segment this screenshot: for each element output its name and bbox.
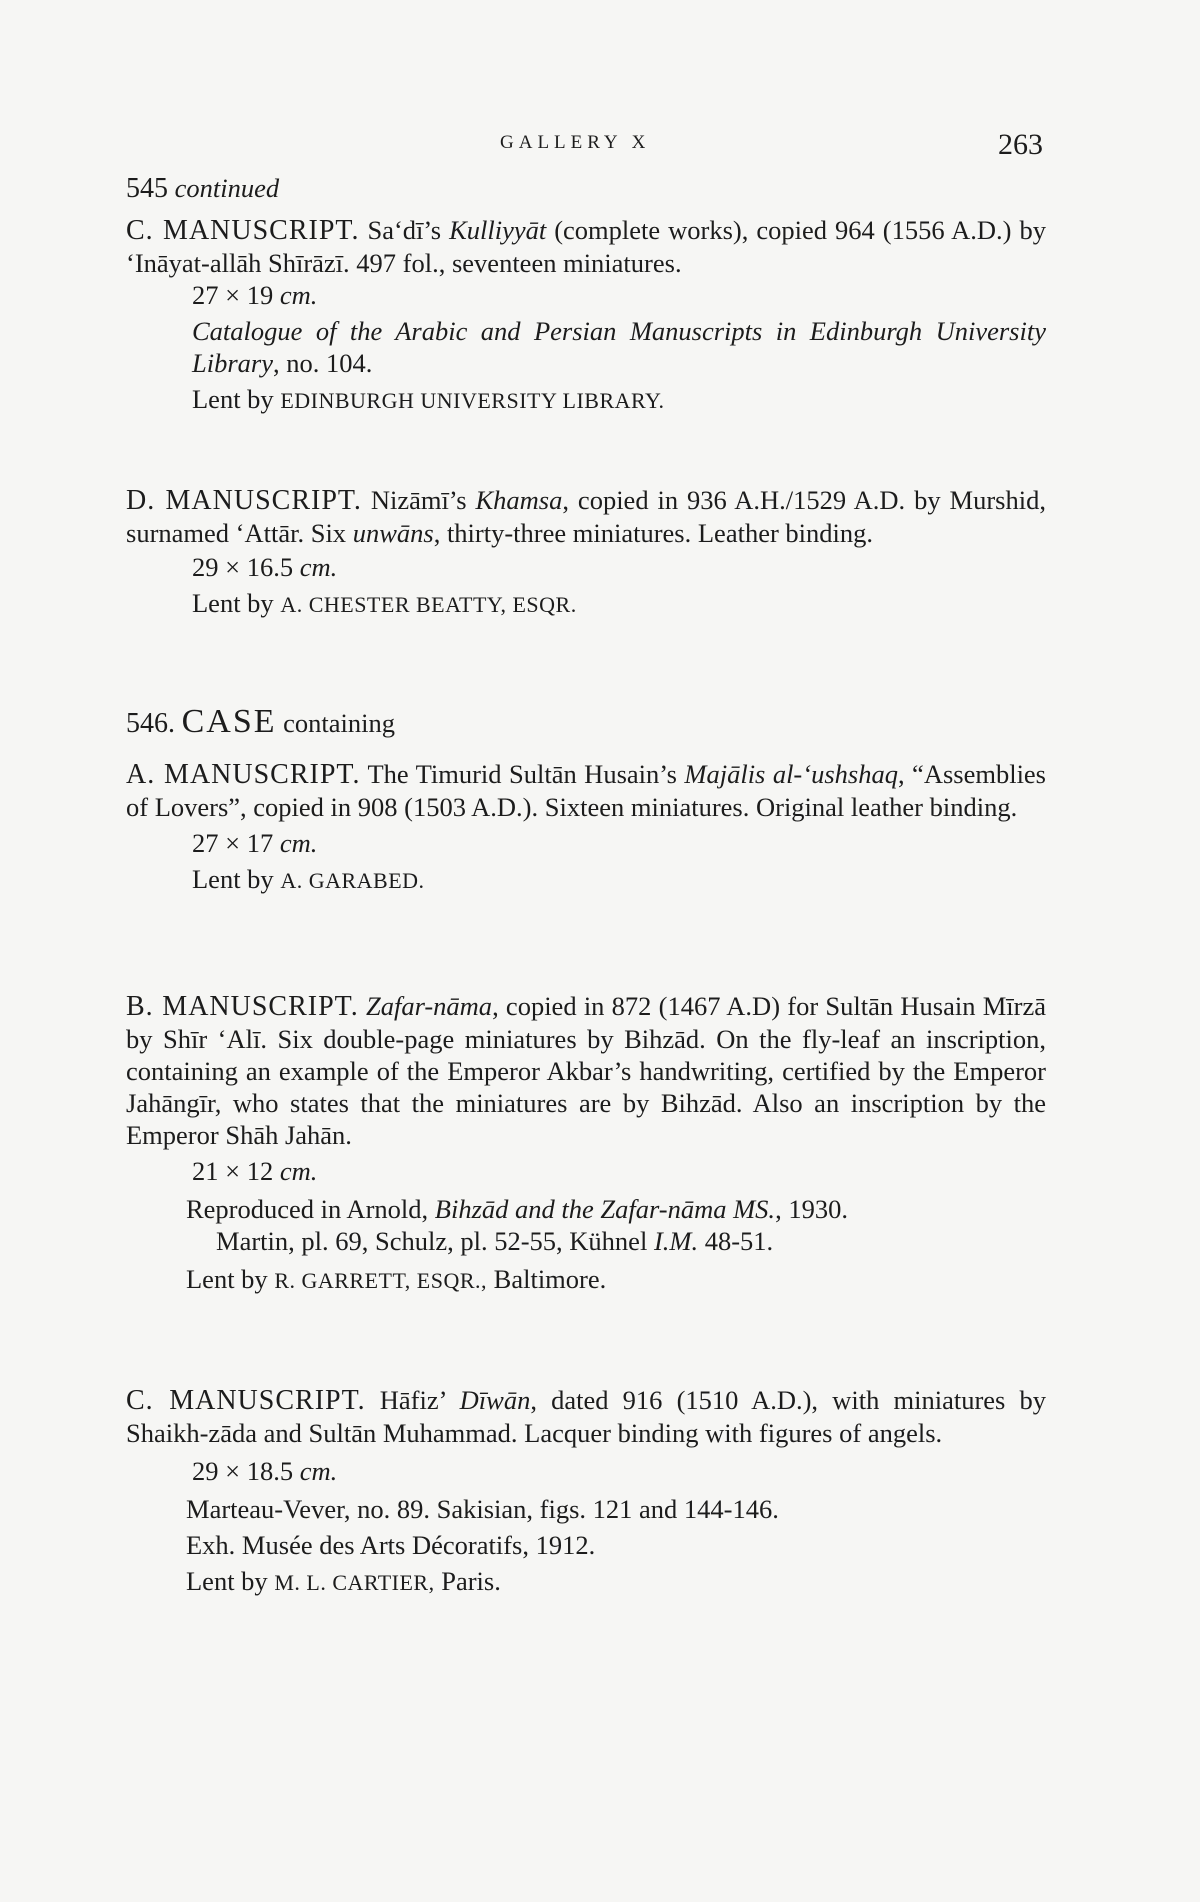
dimension-value: 29 × 16.5 bbox=[192, 552, 300, 582]
lender-line bbox=[126, 1263, 1046, 1297]
dimension-unit: cm. bbox=[279, 828, 318, 858]
reference: Exh. Musée des Arts Décoratifs, 1912. bbox=[186, 1530, 596, 1560]
running-head bbox=[0, 128, 1200, 164]
dimension-unit: cm. bbox=[279, 280, 318, 310]
entry-description bbox=[126, 214, 1046, 279]
case-containing: containing bbox=[276, 708, 396, 738]
dimensions bbox=[126, 827, 1046, 859]
lender-line bbox=[126, 1565, 1046, 1599]
dimension-unit: cm. bbox=[299, 552, 338, 582]
section-546-heading bbox=[126, 703, 1046, 740]
title-italic: Kulliyyāt bbox=[449, 215, 547, 245]
lender-line bbox=[126, 863, 1046, 897]
section-545-heading bbox=[126, 172, 1046, 205]
dimension-value: 29 × 18.5 bbox=[192, 1456, 300, 1486]
dimension-value: 27 × 19 bbox=[192, 280, 280, 310]
page-number: 263 bbox=[998, 128, 1043, 161]
lender-line bbox=[126, 383, 1046, 417]
desc-text: (complete works), copied 964 (1556 A.D.) by ‘Ināyat-allāh Shīrāzī. 497 fol., seventeen miniatures. bbox=[126, 215, 1046, 278]
title-italic: Majālis al-‘ushshaq bbox=[684, 759, 898, 789]
dimensions bbox=[126, 1455, 1046, 1487]
desc-text: , copied in 936 A.H./1529 A.D. by Murshid, surnamed ‘Attār. Six bbox=[126, 485, 1046, 548]
reference-title: Catalogue of the Arabic and Persian Manuscripts in Edinburgh University Library bbox=[192, 316, 1046, 378]
dimension-value: 27 × 17 bbox=[192, 828, 280, 858]
case-label: CASE bbox=[181, 703, 277, 740]
dimension-value: 21 × 12 bbox=[192, 1156, 280, 1186]
desc-text: Sa‘dī’s bbox=[359, 215, 450, 245]
lender-name: A. GARABED. bbox=[280, 868, 425, 893]
desc-text: Nizāmī’s bbox=[361, 485, 476, 515]
dimensions bbox=[126, 279, 1046, 311]
title-italic: Khamsa bbox=[475, 485, 563, 515]
lent-by-text: Lent by bbox=[186, 1264, 275, 1294]
entry-description bbox=[126, 758, 1046, 823]
entry-description bbox=[126, 990, 1046, 1151]
entry-545-c bbox=[126, 214, 1046, 417]
lent-by-text: Lent by bbox=[192, 588, 281, 618]
reference-title: Bihzād and the Zafar-nāma MS. bbox=[434, 1194, 776, 1224]
lender-city: Paris. bbox=[434, 1566, 501, 1596]
term-italic: unwāns bbox=[352, 518, 434, 548]
desc-text: Hāfiz’ bbox=[365, 1385, 460, 1415]
reference: Marteau-Vever, no. 89. Sakisian, figs. 121 and 144-146. bbox=[186, 1494, 779, 1524]
entry-label: A. MANUSCRIPT. bbox=[126, 759, 361, 790]
entry-label: D. MANUSCRIPT. bbox=[126, 485, 362, 516]
entry-label: B. MANUSCRIPT. bbox=[126, 991, 359, 1022]
reference-title: I.M. bbox=[653, 1226, 699, 1256]
lent-by-text: Lent by bbox=[192, 864, 281, 894]
lender-line bbox=[126, 587, 1046, 621]
section-number: 546. bbox=[126, 708, 175, 739]
dimensions bbox=[126, 1155, 1046, 1187]
reference-text: Reproduced in Arnold, bbox=[186, 1194, 435, 1224]
reference-text: , no. 104. bbox=[273, 348, 373, 378]
running-title: GALLERY X bbox=[500, 132, 651, 153]
title-italic: Zafar-nāma bbox=[358, 991, 493, 1021]
title-italic: Dīwān bbox=[459, 1385, 531, 1415]
section-number: 545 bbox=[126, 173, 168, 204]
entry-label: C. MANUSCRIPT. bbox=[126, 215, 360, 246]
lender-name: M. L. CARTIER, bbox=[274, 1570, 435, 1595]
reference bbox=[126, 315, 1046, 379]
lent-by-text: Lent by bbox=[192, 384, 281, 414]
entry-546-b bbox=[126, 990, 1046, 1297]
lender-name: A. CHESTER BEATTY, ESQR. bbox=[280, 592, 577, 617]
desc-text: , copied in 872 (1467 A.D) for Sultān Husain Mīrzā by Shīr ‘Alī. Six double-page miniatures by Bihzād. On the fly-leaf an inscription, containing an example of the Emperor Akbar’s handwriting, certified by the Emperor Jahāngīr, who states that the miniatures are by Bihzād. Also an inscription by the Emperor Shāh Jahān. bbox=[126, 991, 1046, 1150]
desc-text: , “Assemblies of Lovers”, copied in 908 (1503 A.D.). Sixteen miniatures. Original leather binding. bbox=[126, 759, 1046, 822]
lent-by-text: Lent by bbox=[186, 1566, 275, 1596]
dimensions bbox=[126, 551, 1046, 583]
desc-text: , thirty-three miniatures. Leather binding. bbox=[433, 518, 874, 548]
lender-name: EDINBURGH UNIVERSITY LIBRARY. bbox=[280, 388, 665, 413]
entry-546-c bbox=[126, 1384, 1046, 1599]
reference-text: , 1930. bbox=[775, 1194, 848, 1224]
continued-label: continued bbox=[174, 173, 280, 203]
entry-label: C. MANUSCRIPT. bbox=[126, 1385, 366, 1416]
reference bbox=[126, 1193, 1046, 1225]
lender-city: Baltimore. bbox=[487, 1264, 607, 1294]
entry-description bbox=[126, 1384, 1046, 1449]
reference-text: 48-51. bbox=[698, 1226, 774, 1256]
desc-text: The Timurid Sultān Husain’s bbox=[360, 759, 685, 789]
reference bbox=[126, 1225, 1046, 1257]
dimension-unit: cm. bbox=[299, 1456, 338, 1486]
desc-text: , dated 916 (1510 A.D.), with miniatures by Shaikh-zāda and Sultān Muhammad. Lacquer binding with figures of angels. bbox=[126, 1385, 1046, 1448]
reference-text: Martin, pl. 69, Schulz, pl. 52-55, Kühnel bbox=[216, 1226, 654, 1256]
entry-545-d bbox=[126, 484, 1046, 621]
entry-description bbox=[126, 484, 1046, 549]
entry-546-a bbox=[126, 758, 1046, 897]
dimension-unit: cm. bbox=[279, 1156, 318, 1186]
lender-name: R. GARRETT, ESQR., bbox=[274, 1268, 488, 1293]
